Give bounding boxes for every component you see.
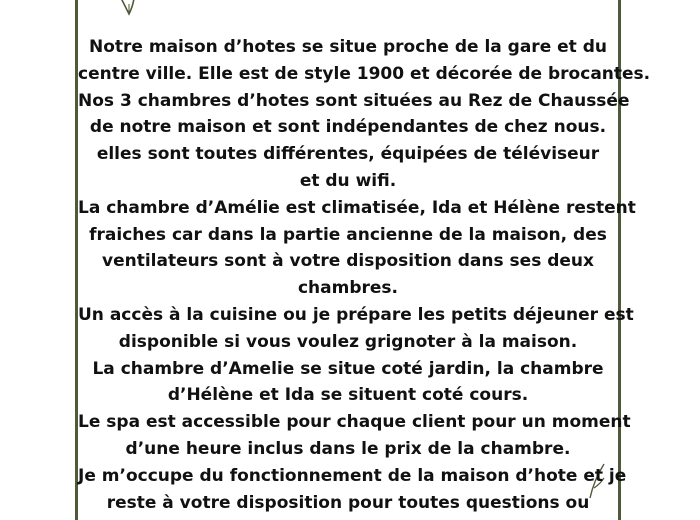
text-line: reste à votre disposition pour toutes questions ou (106, 492, 590, 513)
description-text (78, 34, 651, 516)
text-line: La chambre d’Amelie se situe coté jardin, la chambre (92, 358, 604, 379)
text-line: Le spa est accessible pour chaque client pour un moment (78, 412, 631, 433)
leaf-icon (117, 0, 137, 16)
text-line: centre ville. Elle est de style 1900 et décorée de brocantes. (78, 63, 651, 84)
text-line: de notre maison et sont indépendantes de chez nous. (89, 117, 607, 138)
text-line: chambres. (297, 278, 399, 299)
text-line: Un accès à la cuisine ou je prépare les petits déjeuner est (78, 304, 634, 325)
text-line: fraiches car dans la partie ancienne de la maison, des (89, 224, 607, 245)
text-line: ventilateurs sont à votre disposition dans ses deux (102, 251, 594, 272)
text-line: Nos 3 chambres d’hotes sont situées au Rez de Chaussée (78, 90, 630, 111)
text-line: La chambre d’Amélie est climatisée, Ida et Hélène restent (78, 197, 636, 218)
text-line: d’Hélène et Ida se situent coté cours. (167, 385, 529, 406)
text-line: Je m’occupe du fonctionnement de la maison d’hote et je (78, 465, 627, 486)
text-line: Notre maison d’hotes se situe proche de la gare et du (88, 37, 607, 57)
text-line: disponible si vous voulez grignoter à la maison. (118, 331, 578, 352)
text-line: elles sont toutes différentes, équipées de téléviseur (96, 144, 600, 165)
text-line: et du wifi. (299, 170, 397, 191)
text-line: d’une heure inclus dans le prix de la chambre. (125, 438, 571, 459)
